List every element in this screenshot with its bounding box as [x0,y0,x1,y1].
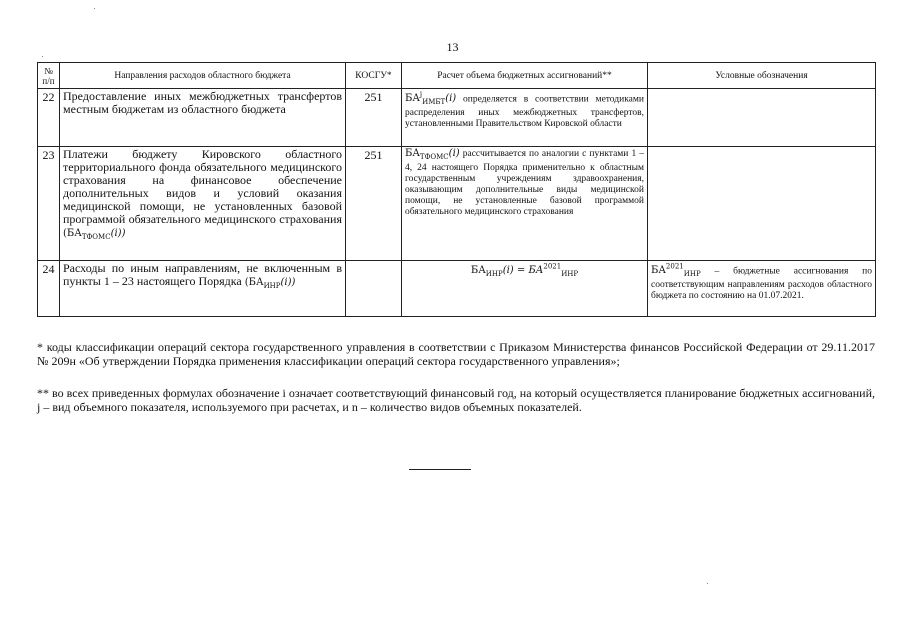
formula-symbol: БА [405,93,420,105]
header-num [38,63,60,89]
header-calc: Расчет объема бюджетных ассигнований** [402,63,648,89]
row-calc [402,89,648,147]
row-num: 22 [38,89,60,147]
formula-lhs-symbol: БА [470,265,486,277]
notes-formula [651,263,701,279]
calc-formula [405,148,460,159]
budget-table [37,62,876,317]
direction-formula [245,277,296,288]
formula-sub: ТФОМС [419,153,449,161]
header-num-line1: № [44,65,53,76]
formula-rhs-sup: 2021 [543,263,562,271]
scan-speck [707,583,708,584]
table-header-row [38,63,876,89]
row-kosgu: 251 [346,147,402,261]
row-direction [60,261,346,317]
row-notes [648,261,876,317]
row-direction: Предоставление иных межбюджетных трансфертов местным бюджетам из областного бюджета [60,89,346,147]
formula-arg: (i)) [280,277,296,288]
row-calc [402,147,648,261]
row-num: 23 [38,147,60,261]
formula-sub: ИМБТ [422,98,446,107]
page-number: 13 [446,40,459,54]
formula-sup: 2021 [665,263,684,271]
row-notes [648,89,876,147]
table-row [38,261,876,317]
formula-symbol: (БА [244,277,264,288]
formula-arg: (i) [448,148,460,159]
footnote-formulas: ** во всех приведенных формулах обозначение i означает соответствующий финансовый год, на который осуществляется планирование бюджетных ассигнований, j – вид объемного показателя, используемого при расчетах, и n – количество видов объемных показателей. [37,386,875,414]
formula-symbol: (БА [63,228,82,239]
header-direction: Направления расходов областного бюджета [60,63,346,89]
formula-lhs-sub: ИНР [485,270,503,279]
formula-sub: ТФОМС [81,233,111,241]
formula-arg: (i)) [110,228,126,239]
formula-rhs-sub: ИНР [561,270,579,279]
calc-formula [470,263,579,279]
header-kosgu: КОСГУ* [346,63,402,89]
direction-text: Расходы по иным направлениям, не включенным в пункты 1 – 23 настоящего Порядка [63,261,342,288]
formula-lhs-arg: (i) = БА [502,265,544,277]
formula-symbol: БА [405,148,420,159]
table-row [38,147,876,261]
notes-text: – бюджетные ассигнования по соответствующим направлениям расходов областного бюджета по состоянию на 01.07.2021. [651,266,872,302]
row-kosgu: 251 [346,89,402,147]
scan-speck [94,8,95,9]
calc-text: определяется в соответствии методиками распределения иных межбюджетных трансфертов, установленными Правительством Кировской области [405,94,644,130]
row-kosgu [346,261,402,317]
formula-symbol: БА [651,265,666,277]
formula-sub: ИНР [683,270,701,279]
row-notes [648,147,876,261]
calc-formula [405,91,457,107]
table-row [38,89,876,147]
direction-text: Платежи бюджету Кировского областного территориального фонда обязательного медицинского страхования на финансовое обеспечение дополнительных видов и условий оказания медицинской помощи, не установленных базовой программой обязательного медицинского страхования [63,147,342,226]
scan-speck [42,56,43,57]
formula-arg: (i) [445,93,457,105]
formula-sub: ИНР [263,282,281,290]
end-rule [409,469,471,470]
footnote-kosgu: * коды классификации операций сектора государственного управления в соответствии с Приказом Министерства финансов Российской Федерации от 29.11.2017 № 209н «Об утверждении Порядка применения классификации операций сектора государственного управления»; [37,340,875,368]
row-num: 24 [38,261,60,317]
row-direction [60,147,346,261]
row-calc [402,261,648,317]
header-num-line2: п/п [42,75,55,86]
formula-sup: j [419,91,423,99]
header-notes: Условные обозначения [648,63,876,89]
direction-formula [63,228,125,239]
calc-text: рассчитывается по аналогии с пунктами 1 – 4, 24 настоящего Порядка применительно к областным государственным учреждениям здравоохранения, оказывающим дополнительные виды медицинской помощи, не установленные базовой программой обязательного медицинского страхования [405,149,644,217]
